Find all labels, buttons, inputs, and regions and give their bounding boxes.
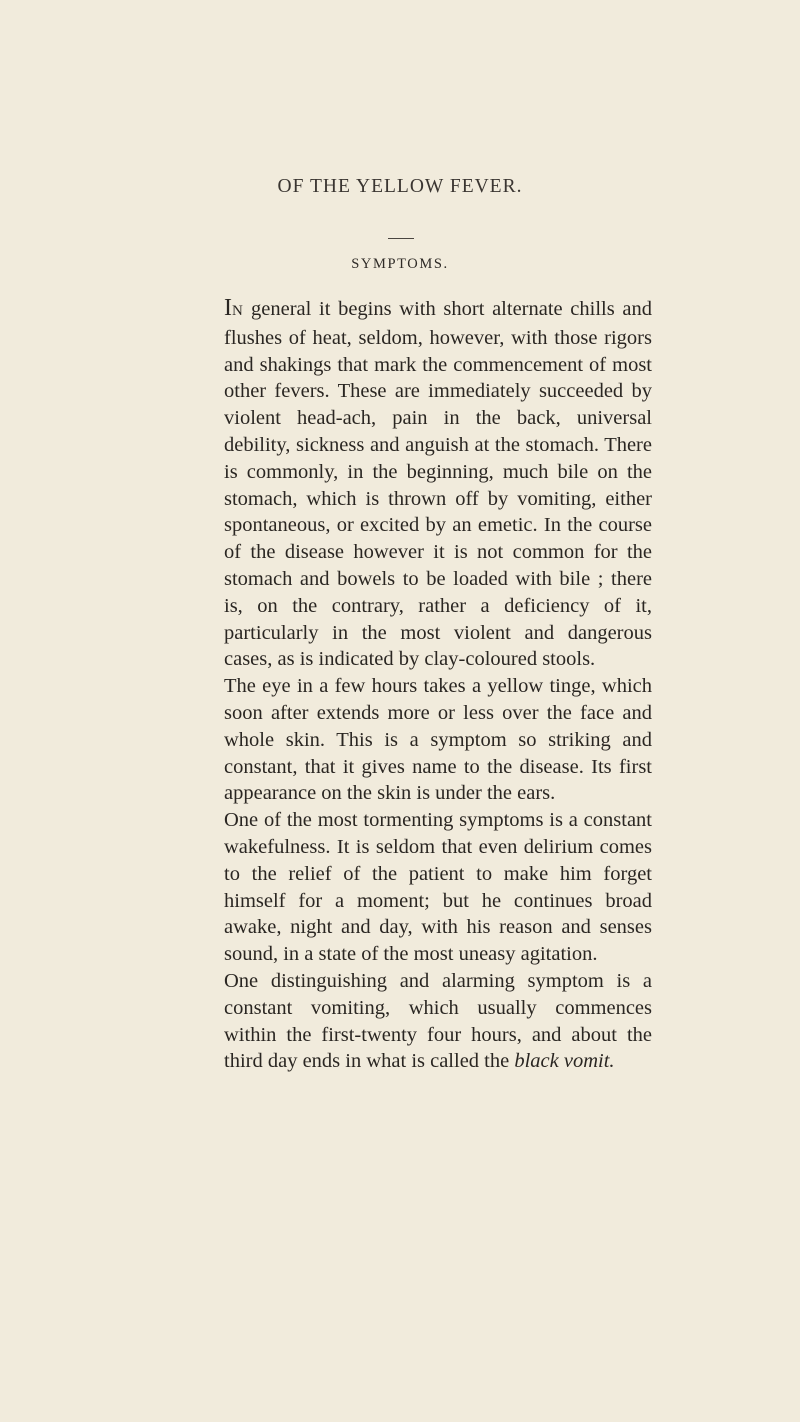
- paragraph-4: [224, 968, 652, 1075]
- paragraph-1-text: general it begins with short alternate chills and flushes of heat, seldom, however, with those rigors and shakings that mark the commencement of most other fevers. These are immediately succeeded by violent head-ach, pain in the back, universal debility, sickness and anguish at the stomach. There is commonly, in the beginning, much bile on the stomach, which is thrown off by vomiting, either spontaneous, or excited by an emetic. In the course of the disease however it is not common for the stomach and bowels to be loaded with bile ; there is, on the contrary, rather a deficiency of it, particularly in the most violent and dangerous cases, as is indicated by clay-coloured stools.: [224, 298, 652, 671]
- italic-phrase: black vomit.: [514, 1050, 615, 1073]
- initial-rest: N: [232, 303, 244, 319]
- paragraph-1: [224, 295, 652, 673]
- paragraph-2: The eye in a few hours takes a yellow tinge, which soon after extends more or less over the face and whole skin. This is a symptom so striking and constant, that it gives name to the disease. Its first appearance on the skin is under the ears.: [224, 675, 652, 805]
- section-heading: SYMPTOMS.: [351, 256, 449, 272]
- initial-letter: I: [224, 295, 232, 321]
- paragraph-4-text: One distinguishing and alarming symptom is a constant vomiting, which usually commences within the first-twenty four hours, and about the third day ends in what is called the: [224, 969, 652, 1073]
- heading-rule: [388, 238, 414, 239]
- running-head: OF THE YELLOW FEVER.: [277, 176, 523, 197]
- paragraph-3: One of the most tormenting symptoms is a constant wakefulness. It is seldom that even delirium comes to the relief of the patient to make him forget himself for a moment; but he continues broad awake, night and day, with his reason and senses sound, in a state of the most uneasy agitation.: [224, 809, 652, 966]
- body-text: [224, 295, 652, 1075]
